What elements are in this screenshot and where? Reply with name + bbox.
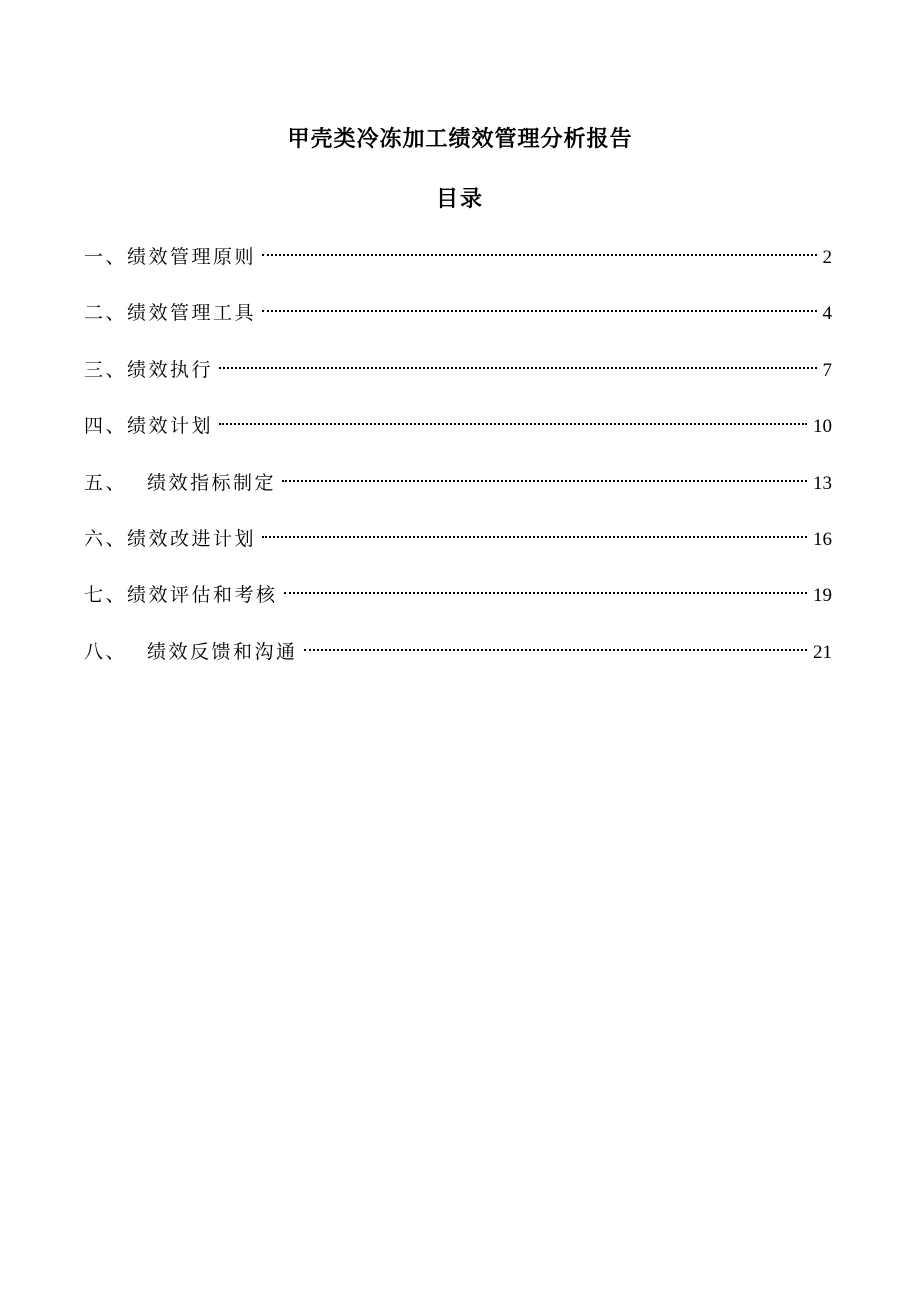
- toc-entry-page: 10: [813, 416, 832, 438]
- toc-entry-2[interactable]: [84, 295, 832, 351]
- toc-entry-3[interactable]: [84, 352, 832, 408]
- toc-entry-number: 五、: [84, 471, 128, 494]
- toc-entry-label: 绩效评估和考核: [127, 584, 278, 607]
- toc-entry-number: 四、: [84, 415, 128, 438]
- toc-entry-label: 绩效管理工具: [127, 302, 257, 325]
- toc-entry-6[interactable]: [84, 521, 832, 577]
- dot-leader: [304, 649, 807, 651]
- toc-entry-page: 16: [813, 528, 832, 550]
- toc-entry-label: 绩效反馈和沟通: [147, 640, 298, 663]
- toc-entry-number: 三、: [84, 358, 128, 381]
- dot-leader: [262, 254, 816, 256]
- toc-entry-label: 绩效指标制定: [147, 471, 277, 494]
- toc-entry-number: 一、: [84, 246, 128, 268]
- table-of-contents: [84, 239, 832, 690]
- toc-entry-label: 绩效管理原则: [127, 246, 257, 268]
- document-title: 甲壳类冷冻加工绩效管理分析报告: [287, 127, 633, 152]
- dot-leader: [219, 423, 807, 425]
- toc-entry-number: 八、: [84, 640, 128, 663]
- toc-entry-page: 13: [813, 472, 832, 494]
- dot-leader: [219, 367, 816, 369]
- dot-leader: [282, 480, 807, 482]
- toc-entry-number: 二、: [84, 302, 128, 325]
- toc-entry-page: 19: [813, 585, 832, 607]
- toc-entry-1[interactable]: [84, 239, 832, 295]
- toc-entry-label: 绩效改进计划: [127, 527, 257, 550]
- toc-entry-label: 绩效计划: [127, 415, 214, 438]
- toc-entry-number: 六、: [84, 527, 128, 550]
- toc-entry-8[interactable]: [84, 634, 832, 690]
- toc-entry-page: 2: [822, 247, 832, 268]
- toc-entry-label: 绩效执行: [127, 358, 214, 381]
- toc-entry-page: 7: [822, 359, 832, 381]
- dot-leader: [262, 310, 816, 312]
- dot-leader: [262, 536, 807, 538]
- toc-entry-page: 21: [813, 641, 832, 663]
- toc-entry-7[interactable]: [84, 577, 832, 633]
- toc-heading: 目录: [435, 187, 484, 212]
- toc-entry-4[interactable]: [84, 408, 832, 464]
- dot-leader: [284, 592, 807, 594]
- toc-entry-page: 4: [822, 303, 832, 325]
- toc-entry-number: 七、: [84, 584, 128, 607]
- toc-entry-5[interactable]: [84, 465, 832, 521]
